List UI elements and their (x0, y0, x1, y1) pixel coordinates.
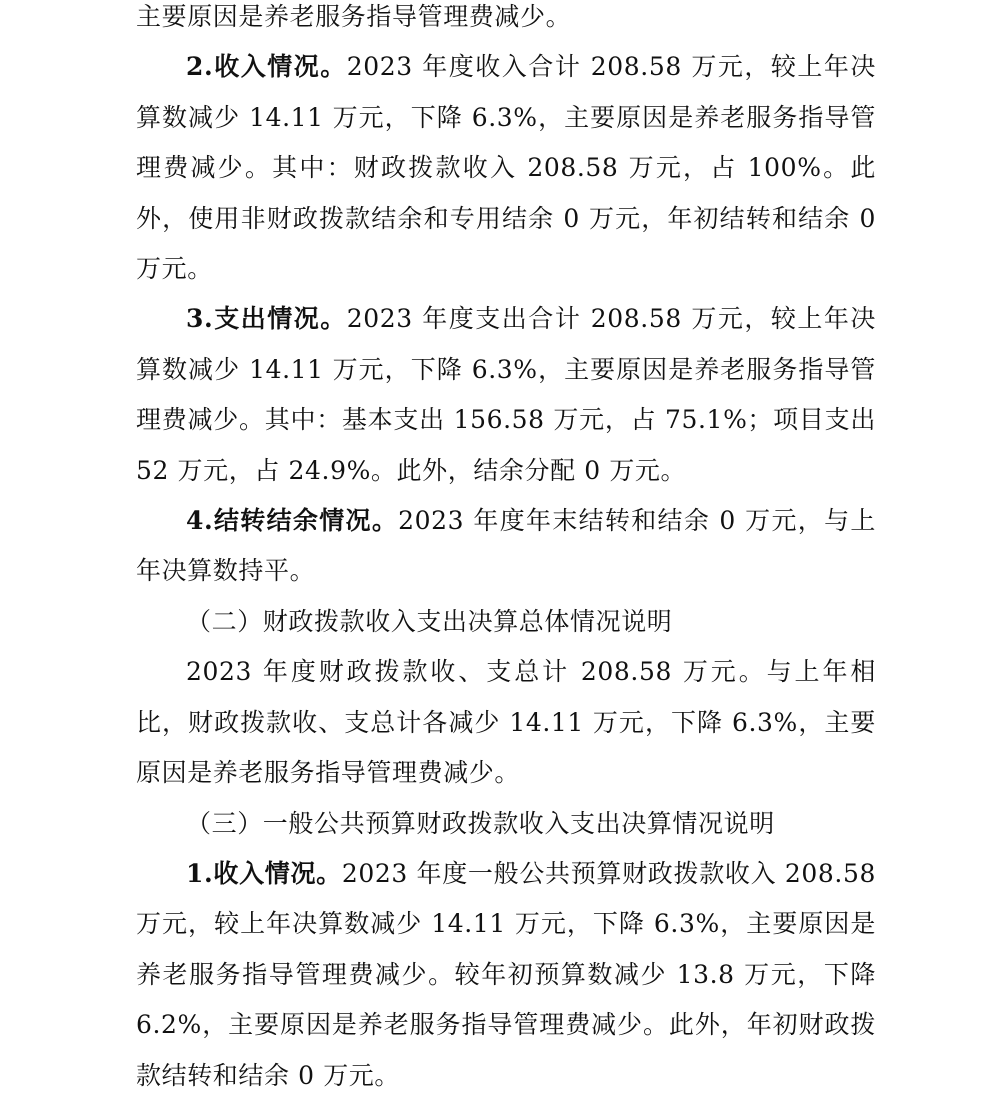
paragraph-text: 主要原因是养老服务指导管理费减少。 (136, 2, 572, 31)
carryover-text: 2023 年度年末结转和结余 0 万元，与上年决算数持平。 (136, 506, 876, 586)
expense-text: 2023 年度支出合计 208.58 万元，较上年决算数减少 14.11 万元，下降 6.3%，主要原因是养老服务指导管理费减少。其中：基本支出 156.58 万元，占 75.1%；项目支出 52 万元，占 24.9%。此外，结余分配 0 万元。 (136, 304, 876, 485)
section-3-income-label: 1.收入情况。 (186, 858, 342, 888)
section-heading-2 (136, 597, 876, 647)
section-heading-2-text: （二）财政拨款收入支出决算总体情况说明 (186, 606, 673, 636)
paragraph-carryover (136, 496, 876, 597)
section-2-text: 2023 年度财政拨款收、支总计 208.58 万元。与上年相比，财政拨款收、支总计各减少 14.11 万元，下降 6.3%，主要原因是养老服务指导管理费减少。 (136, 657, 876, 788)
paragraph-section-3-income (136, 849, 876, 1101)
income-text: 2023 年度收入合计 208.58 万元，较上年决算数减少 14.11 万元，下降 6.3%，主要原因是养老服务指导管理费减少。其中：财政拨款收入 208.58 万元，占 100%。此外，使用非财政拨款结余和专用结余 0 万元，年初结转和结余 0 万元。 (136, 52, 876, 284)
paragraph-section-2 (136, 647, 876, 798)
document-body (136, 0, 876, 1101)
paragraph-continuation (136, 0, 876, 42)
section-heading-3 (136, 799, 876, 849)
paragraph-expense (136, 294, 876, 496)
carryover-label: 4.结转结余情况。 (186, 506, 399, 536)
income-label: 2.收入情况。 (186, 52, 347, 82)
paragraph-income (136, 42, 876, 294)
section-heading-3-text: （三）一般公共预算财政拨款收入支出决算情况说明 (186, 808, 775, 838)
section-3-income-text: 2023 年度一般公共预算财政拨款收入 208.58 万元，较上年决算数减少 14.11 万元，下降 6.3%，主要原因是养老服务指导管理费减少。较年初预算数减少 13.8 万元，下降 6.2%，主要原因是养老服务指导管理费减少。此外，年初财政拨款结转和结余 0 万元。 (136, 858, 876, 1090)
expense-label: 3.支出情况。 (186, 304, 347, 334)
